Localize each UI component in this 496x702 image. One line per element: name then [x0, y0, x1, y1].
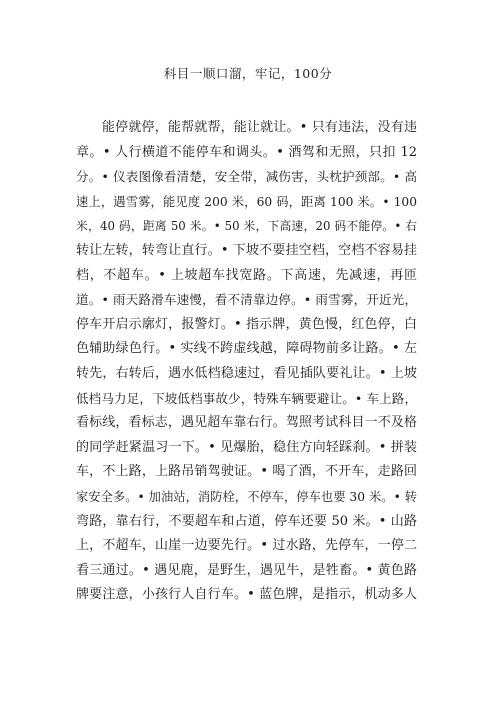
body-line: 看标线，看标志，遇见超车靠右行。驾照考试科目一不及格	[76, 415, 417, 431]
body-line: 色辅助绿色行。• 实线不跨虚线越，障碍物前多让路。• 左	[76, 341, 417, 357]
body-line: 上，不超车，山崖一边要先行。• 过水路，先停车，一停二	[76, 538, 417, 554]
body-line: 家安全多。• 加油站，消防栓，不停车，停车也要 30 米。• 转	[76, 489, 417, 504]
body-line: 低档马力足，下坡低档事故少，特殊车辆要避让。• 车上路，	[76, 390, 417, 406]
body-line: 道。• 雨天路滑车速慢，看不清靠边停。• 雨雪雾，开近光，	[76, 292, 417, 308]
body-line: 速上，遇雪雾，能见度 200 米，60 码，距离 100 米。• 100	[76, 194, 417, 209]
body-line: 分。• 仪表图像看清楚，安全带，减伤害，头枕护颈部。• 高	[76, 169, 417, 185]
body-line: 看三通过。• 遇见鹿，是野生，遇见牛，是牲畜。• 黄色路	[76, 562, 417, 578]
document-title: 科目一顺口溜，牢记，100分	[163, 66, 333, 81]
body-line: 转先，右转后，遇水低档稳速过，看见插队要礼让。• 上坡	[76, 365, 417, 381]
body-line: 车，不上路，上路吊销驾驶证。• 喝了酒，不开车，走路回	[76, 464, 417, 480]
body-line: 米，40 码，距离 50 米。• 50 米，下高速，20 码不能停。• 右	[76, 219, 417, 234]
document-body	[76, 116, 417, 608]
body-line: 章。• 人行横道不能停车和调头。• 酒驾和无照，只扣 12	[76, 144, 417, 160]
body-line: 能停就停，能帮就帮，能让就让。• 只有违法，没有违	[102, 120, 417, 135]
body-line: 停车开启示廓灯，报警灯。• 指示牌，黄色慢，红色停，白	[76, 316, 417, 332]
body-line: 档，不超车。• 上坡超车找宽路。下高速，先减速，再匝	[76, 267, 417, 283]
body-line: 转让左转，转弯让直行。• 下坡不要挂空档，空档不容易挂	[76, 242, 417, 258]
body-line: 牌要注意，小孩行人自行车。• 蓝色牌，是指示，机动多人	[76, 587, 417, 603]
body-line: 弯路，靠右行，不要超车和占道，停车还要 50 米。• 山路	[76, 513, 417, 529]
body-line: 的同学赶紧温习一下。• 见爆胎，稳住方向轻踩刹。• 拼装	[76, 439, 417, 455]
